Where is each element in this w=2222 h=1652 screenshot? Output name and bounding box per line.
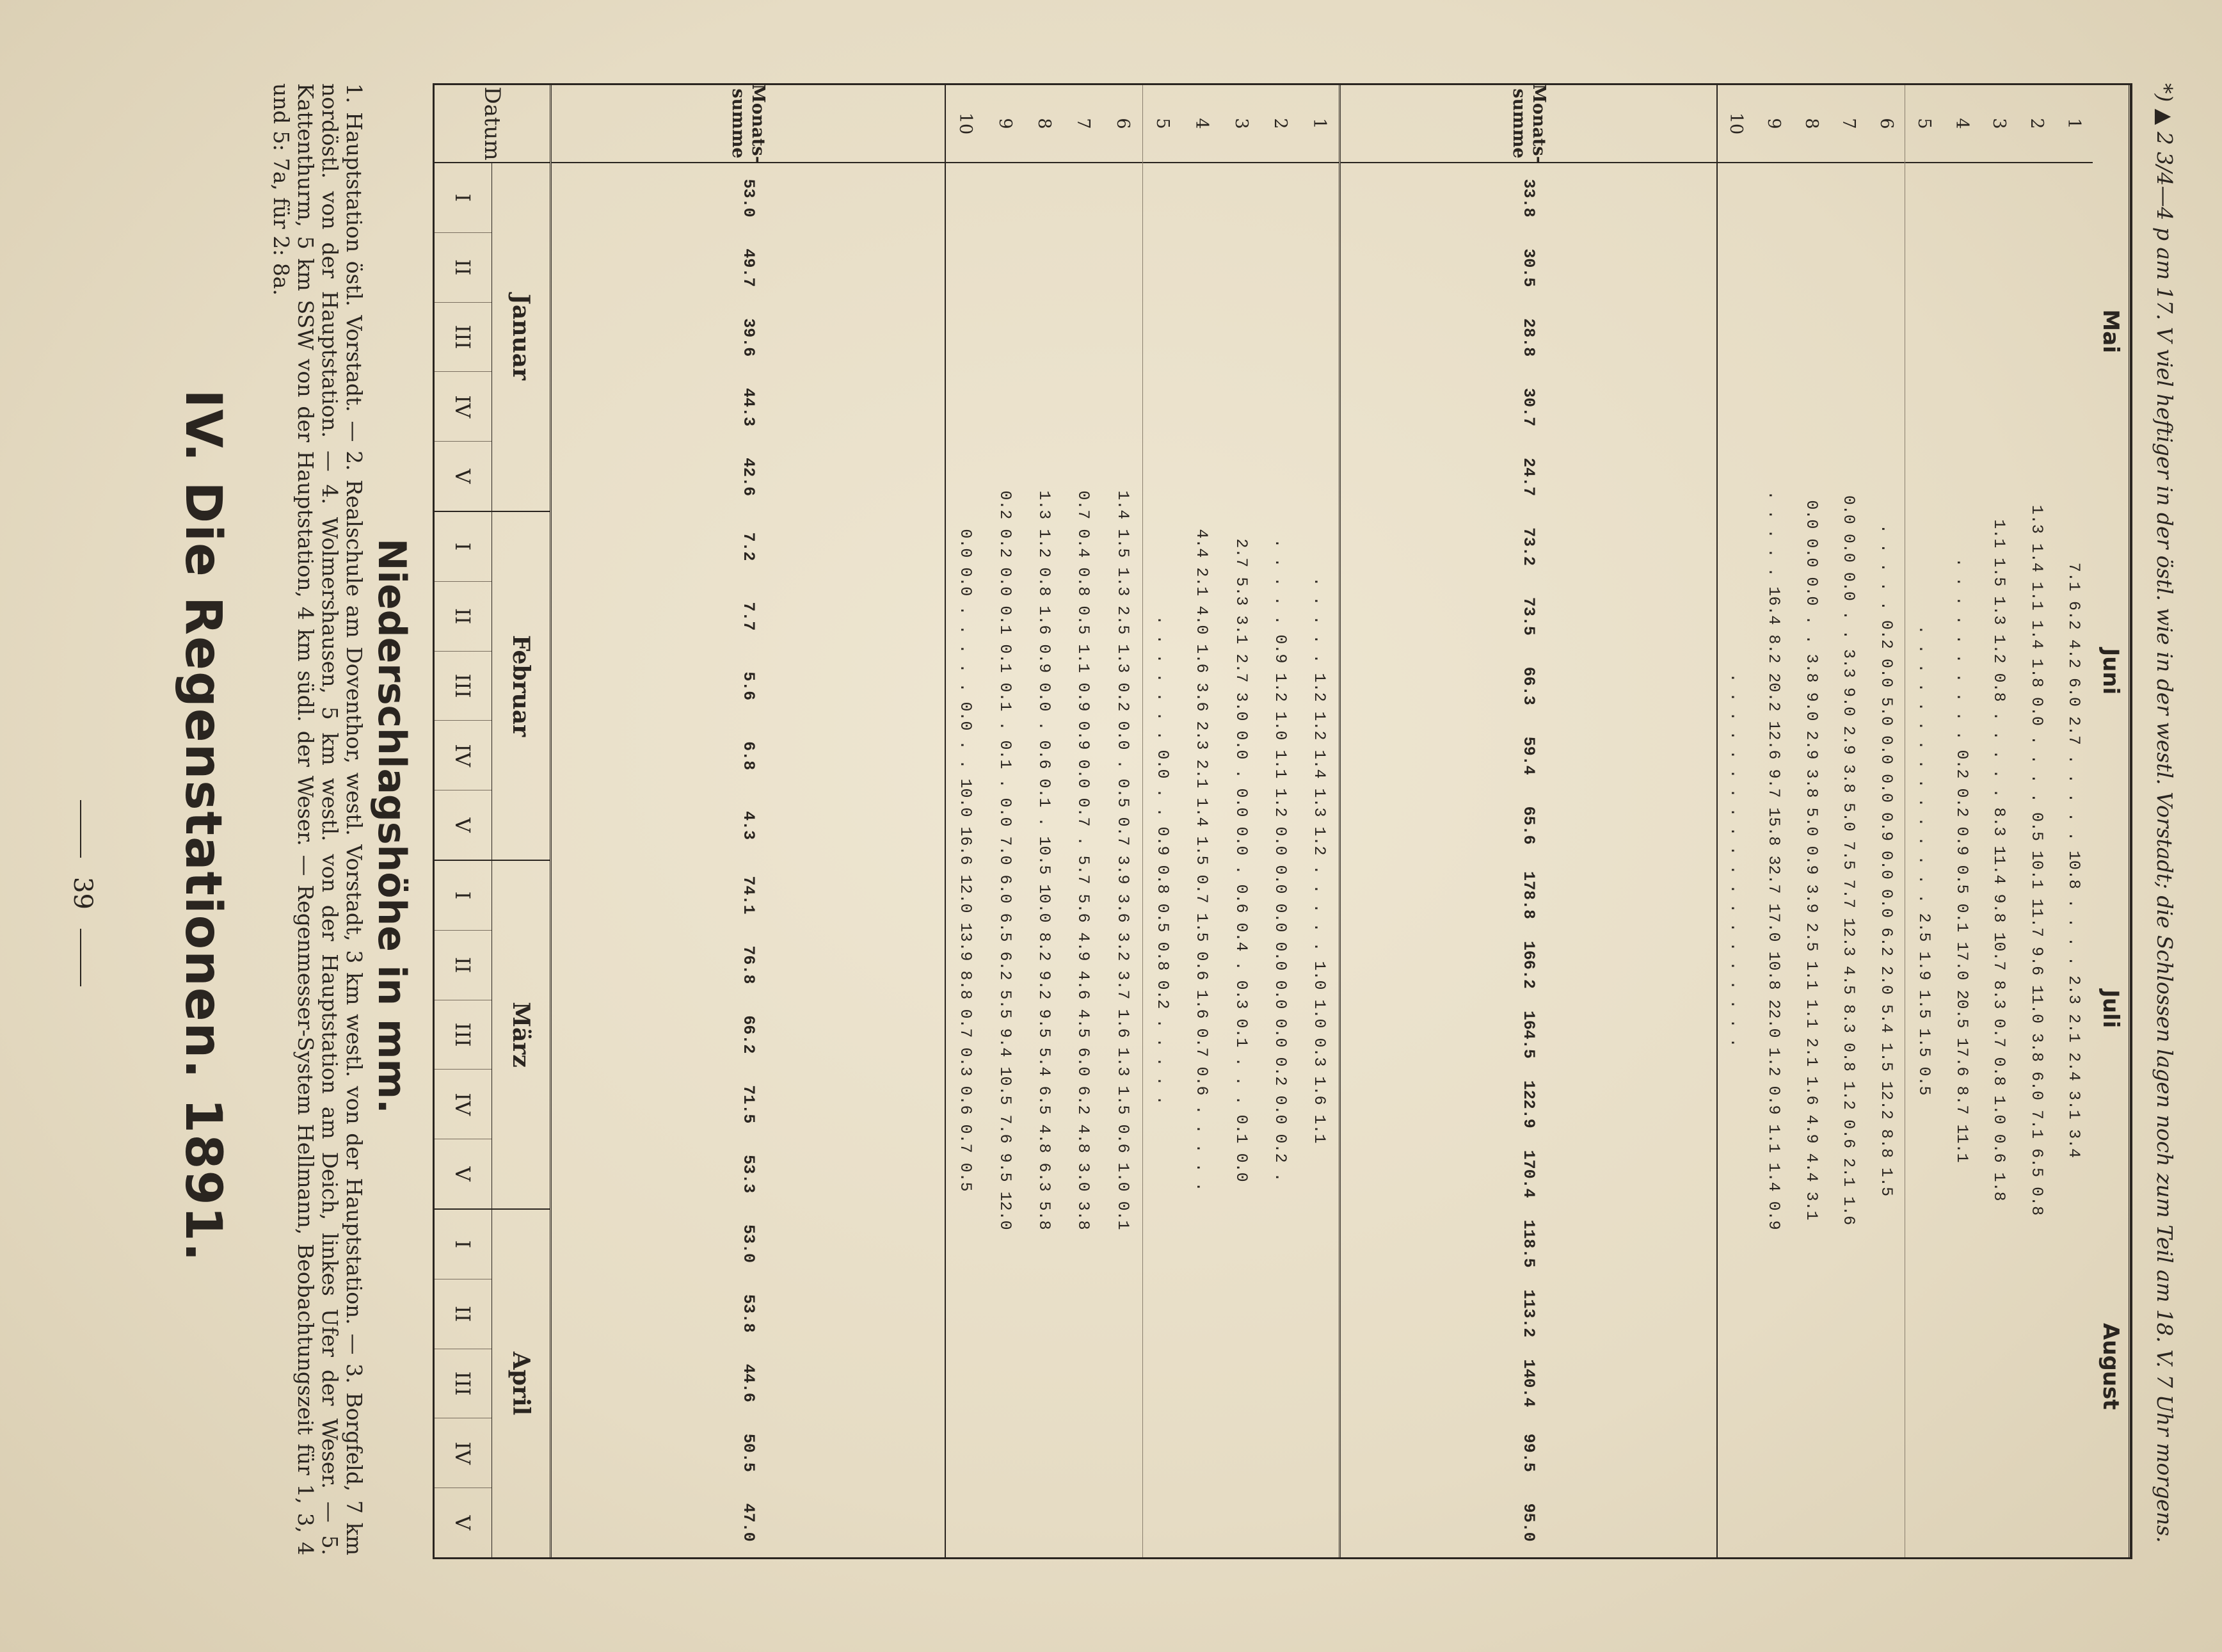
day-number: 2 (1261, 85, 1300, 163)
day-number: 8 (1793, 85, 1830, 163)
row-values: . . . . . 0.2 0.0 5.0 0.0 0.0 0.9 0.0 0.0 6.2 2.0 5.4 1.5 12.2 8.8 1.5 (1876, 524, 1896, 1197)
sum-value: 7.7 (739, 602, 758, 631)
row-values: . . . . . . . 0.0 . . 0.9 0.8 0.5 0.8 0.2 . . . . . (1153, 615, 1172, 1105)
row-values: . . . . . . . . . . . . . . . . . . . . (1727, 673, 1746, 1048)
sum-value: 178.8 (1519, 871, 1539, 920)
station-label: V (451, 1515, 476, 1530)
sum-cells (739, 163, 758, 1557)
sum-value: 39.6 (739, 318, 758, 357)
day-number: 6 (1867, 85, 1905, 163)
sum-value: 122.9 (1519, 1080, 1539, 1128)
station-label: II (435, 931, 492, 1000)
page-title: IV. Die Regenstationen. 1891. (174, 389, 232, 1263)
sum-value: 44.6 (739, 1363, 758, 1402)
month-name: April (492, 1210, 550, 1557)
row-values: 1.4 1.5 1.3 2.5 1.3 0.2 0.0 . 0.5 0.7 3.9 3.6 3.2 3.7 1.6 1.3 1.5 0.6 1.0 0.1 (1113, 490, 1132, 1230)
row-values: 0.2 0.2 0.0 0.1 0.1 0.1 . 0.1 . 0.0 7.0 6.0 6.5 6.2 5.5 9.4 10.5 7.6 9.5 12.0 (995, 490, 1014, 1230)
station-label: IV (435, 1070, 492, 1139)
station-label: III (435, 1000, 492, 1070)
table-row (1300, 85, 1339, 1557)
sum-value: 99.5 (1519, 1433, 1539, 1472)
day-number: 10 (1718, 85, 1755, 163)
sum-value: 66.3 (1519, 666, 1539, 705)
row-values: 1.3 1.4 1.1 1.4 1.8 0.0 . . . . 0.5 10.1 11.7 9.6 11.0 3.8 6.0 7.1 6.5 0.8 (2027, 504, 2046, 1216)
sum-value: 95.0 (1519, 1503, 1539, 1542)
station-label: III (435, 1349, 492, 1419)
station-label: IV (435, 721, 492, 790)
table-block-mai-aug (1341, 85, 2131, 1557)
month-band (2093, 85, 2129, 1557)
month-name: Februar (492, 512, 550, 860)
row-values: . . . . . . . . . . 0.2 0.2 0.9 0.5 0.1 17.0 20.5 17.6 8.7 11.1 (1952, 557, 1971, 1163)
month-name: August (2098, 1323, 2123, 1410)
day-number: 4 (1943, 85, 1981, 163)
sum-value: 28.8 (1519, 318, 1539, 357)
day-number: 1 (2055, 85, 2093, 163)
sum-value: 7.2 (739, 532, 758, 561)
sum-value: 73.5 (1519, 597, 1539, 636)
station-label: II (435, 1279, 492, 1349)
station-description: 1. Hauptstation östl. Vorstadt. — 2. Realschule am Doventhor, westl. Vorstadt, 3 km westl. von der Hauptstation. — 3. Borgfeld, 7 km nordöstl. von der Hauptstation. — 4. Wolmershausen, 5 km westl. von der Hauptstation am Deich, linkes Ufer der Weser. — 5. Kattenthurm, 5 km SSW von der Hauptstation, 4 km südl. der Weser. — Regenmesser-System Hellmann, Beobachtungszeit für 1, 3, 4 und 5: 7a, für 2: 8a. (269, 83, 367, 1555)
sum-value: 30.5 (1519, 248, 1539, 287)
sum-value: 71.5 (739, 1085, 758, 1124)
table-row (1222, 85, 1261, 1557)
table-row (2018, 85, 2056, 1557)
sum-value: 53.0 (739, 1224, 758, 1263)
sum-value: 66.2 (739, 1015, 758, 1054)
row-values: 0.0 0.0 0.0 . . 3.3 9.0 2.9 3.8 5.0 7.5 7.7 12.3 4.5 8.3 0.8 1.2 0.6 2.1 1.6 (1839, 495, 1858, 1226)
row-values: . . . . . 1.2 1.2 1.4 1.3 1.2 . . . . . 1.0 1.0 0.3 1.6 1.1 (1310, 577, 1329, 1144)
row-values: 1.3 1.2 0.8 1.6 0.9 0.0 . 0.6 0.1 . 10.5 10.0 8.2 9.2 9.5 5.4 6.5 4.8 6.3 5.8 (1035, 490, 1054, 1230)
station-label: II (435, 233, 492, 303)
row-values: 0.0 0.0 . . . . . 0.0 . . 10.0 16.6 12.0 13.9 8.8 0.7 0.3 0.6 0.7 0.5 (956, 529, 975, 1192)
station-headers (435, 1210, 492, 1557)
row-values: 0.0 0.0 0.0 . . 3.8 9.0 2.9 3.8 5.0 0.9 3.9 2.5 1.1 1.1 2.1 1.6 4.9 4.4 3.1 (1802, 500, 1821, 1221)
table-row (1980, 85, 2018, 1557)
month-header-maerz (435, 861, 550, 1210)
day-number: 10 (946, 85, 985, 163)
station-label: V (451, 469, 476, 484)
station-label: IV (435, 372, 492, 442)
day-number: 7 (1830, 85, 1867, 163)
station-label: I (435, 1210, 492, 1279)
row-values: . . . . . . . . . . . . . . . 2.5 1.9 1.5 1.5 0.5 (1915, 625, 1934, 1096)
table-row (1064, 85, 1103, 1557)
month-name: März (492, 861, 550, 1208)
sum-value: 53.3 (739, 1155, 758, 1194)
sum-cells (1519, 163, 1538, 1557)
day-number: 3 (1222, 85, 1261, 163)
table-row (946, 85, 985, 1557)
sum-label: Monats-summe (552, 85, 945, 163)
row-values: 1.1 1.5 1.3 1.2 0.8 . . . . . 8.3 11.4 9.8 10.7 8.3 0.7 0.8 1.0 0.6 1.8 (1990, 519, 2009, 1201)
sum-value: 33.8 (1519, 179, 1539, 218)
sum-value: 47.0 (739, 1503, 758, 1542)
station-headers (435, 861, 492, 1208)
monthly-sum-row (1341, 85, 1718, 1557)
row-values: 7.1 6.2 4.2 6.0 2.7 . . . . . 10.8 . . . . 2.3 2.1 2.4 3.1 3.4 (2065, 562, 2084, 1159)
sum-value: 74.1 (739, 876, 758, 915)
day-number: 7 (1064, 85, 1103, 163)
day-number: 2 (2018, 85, 2056, 163)
station-label: I (435, 861, 492, 931)
day-number: 5 (1143, 85, 1182, 163)
table-subtitle: Niederschlagshöhe in mm. (369, 538, 414, 1114)
sum-value: 73.2 (1519, 527, 1539, 566)
sum-value: 65.6 (1519, 806, 1539, 845)
sum-value: 113.2 (1519, 1289, 1539, 1338)
month-name: Juli (2098, 990, 2123, 1029)
sum-value: 24.7 (1519, 458, 1539, 497)
sum-value: 30.7 (1519, 388, 1539, 427)
daily-rows (946, 85, 1339, 1557)
table-header (435, 85, 552, 1557)
monthly-sum-row (552, 85, 946, 1557)
day-number: 3 (1980, 85, 2018, 163)
row-values: 2.7 5.3 3.1 2.7 3.0 0.0 . 0.0 0.0 . 0.6 0.4 . 0.3 0.1 . . . 0.1 0.0 (1231, 538, 1251, 1182)
table-row (1143, 85, 1182, 1557)
station-label: II (435, 582, 492, 652)
sum-value: 5.6 (739, 671, 758, 701)
month-name: Januar (492, 163, 550, 511)
table-row (986, 85, 1025, 1557)
day-number: 9 (1755, 85, 1793, 163)
sum-value: 4.3 (739, 811, 758, 840)
day-number: 5 (1905, 85, 1943, 163)
row-values: 0.7 0.4 0.8 0.5 1.1 0.9 0.9 0.0 0.7 . 5.7 5.6 4.9 4.6 4.5 6.0 6.2 4.8 3.0 3.8 (1074, 490, 1093, 1230)
station-headers (435, 163, 492, 511)
station-headers (435, 512, 492, 860)
sum-value: 166.2 (1519, 940, 1539, 989)
sum-value: 49.7 (739, 248, 758, 287)
month-header-januar (435, 163, 550, 512)
sum-value: 53.8 (739, 1294, 758, 1333)
day-number: 4 (1182, 85, 1221, 163)
row-values: 4.4 2.1 4.0 1.6 3.6 2.3 2.1 1.4 1.5 0.7 1.5 0.6 1.6 0.7 0.6 . . . . . (1192, 529, 1211, 1192)
sum-value: 50.5 (739, 1433, 758, 1472)
sum-value: 118.5 (1519, 1219, 1539, 1268)
table-row (1182, 85, 1221, 1557)
precipitation-table (433, 83, 2132, 1559)
table-row (1755, 85, 1793, 1557)
sum-value: 76.8 (739, 945, 758, 984)
table-row (1793, 85, 1830, 1557)
sum-value: 164.5 (1519, 1010, 1539, 1059)
station-label: V (451, 817, 476, 833)
table-row (1867, 85, 1906, 1557)
table-row (1830, 85, 1867, 1557)
sum-value: 42.6 (739, 458, 758, 497)
table-block-jan-apr (552, 85, 1341, 1557)
page-number: 39 (68, 781, 97, 1006)
day-number: 6 (1103, 85, 1142, 163)
datum-header: Datum (435, 85, 550, 163)
month-name: Juni (2098, 648, 2123, 695)
table-row (1025, 85, 1064, 1557)
sum-value: 53.0 (739, 179, 758, 218)
station-label: III (435, 303, 492, 373)
table-row (2055, 85, 2093, 1557)
month-name: Mai (2098, 309, 2123, 353)
month-header-februar (435, 512, 550, 861)
row-values: . . . . . 0.9 1.2 1.0 1.1 1.2 0.0 0.0 0.0 0.0 0.0 0.0 0.2 0.0 0.2 . (1271, 538, 1290, 1182)
daily-rows (1718, 85, 2093, 1557)
station-label: IV (435, 1418, 492, 1488)
station-label: V (451, 1166, 476, 1182)
table-row (1103, 85, 1143, 1557)
sum-value: 6.8 (739, 741, 758, 771)
sum-value: 140.4 (1519, 1359, 1539, 1407)
station-label: I (435, 163, 492, 233)
day-number: 1 (1300, 85, 1339, 163)
station-label: I (435, 512, 492, 582)
table-row (1943, 85, 1981, 1557)
day-number: 8 (1025, 85, 1064, 163)
sum-value: 59.4 (1519, 736, 1539, 775)
table-row (1261, 85, 1300, 1557)
sum-value: 170.4 (1519, 1150, 1539, 1198)
month-header-april (435, 1210, 550, 1557)
table-row (1718, 85, 1755, 1557)
table-row (1905, 85, 1943, 1557)
day-number: 9 (986, 85, 1025, 163)
sum-label: Monats-summe (1341, 85, 1716, 163)
row-values: . . . . . 16.4 8.2 20.2 12.6 9.7 15.8 32.7 17.0 10.8 22.0 1.2 0.9 1.1 1.4 0.9 (1764, 490, 1783, 1230)
sum-value: 44.3 (739, 388, 758, 427)
station-label: III (435, 652, 492, 721)
footnote: *) ▲ 2 3/4—4 p am 17. V viel heftiger in der östl. wie in der westl. Vorstadt; die Schlossen lagen noch zum Teil am 18. V. 7 Uhr morgens. (2152, 83, 2177, 1543)
